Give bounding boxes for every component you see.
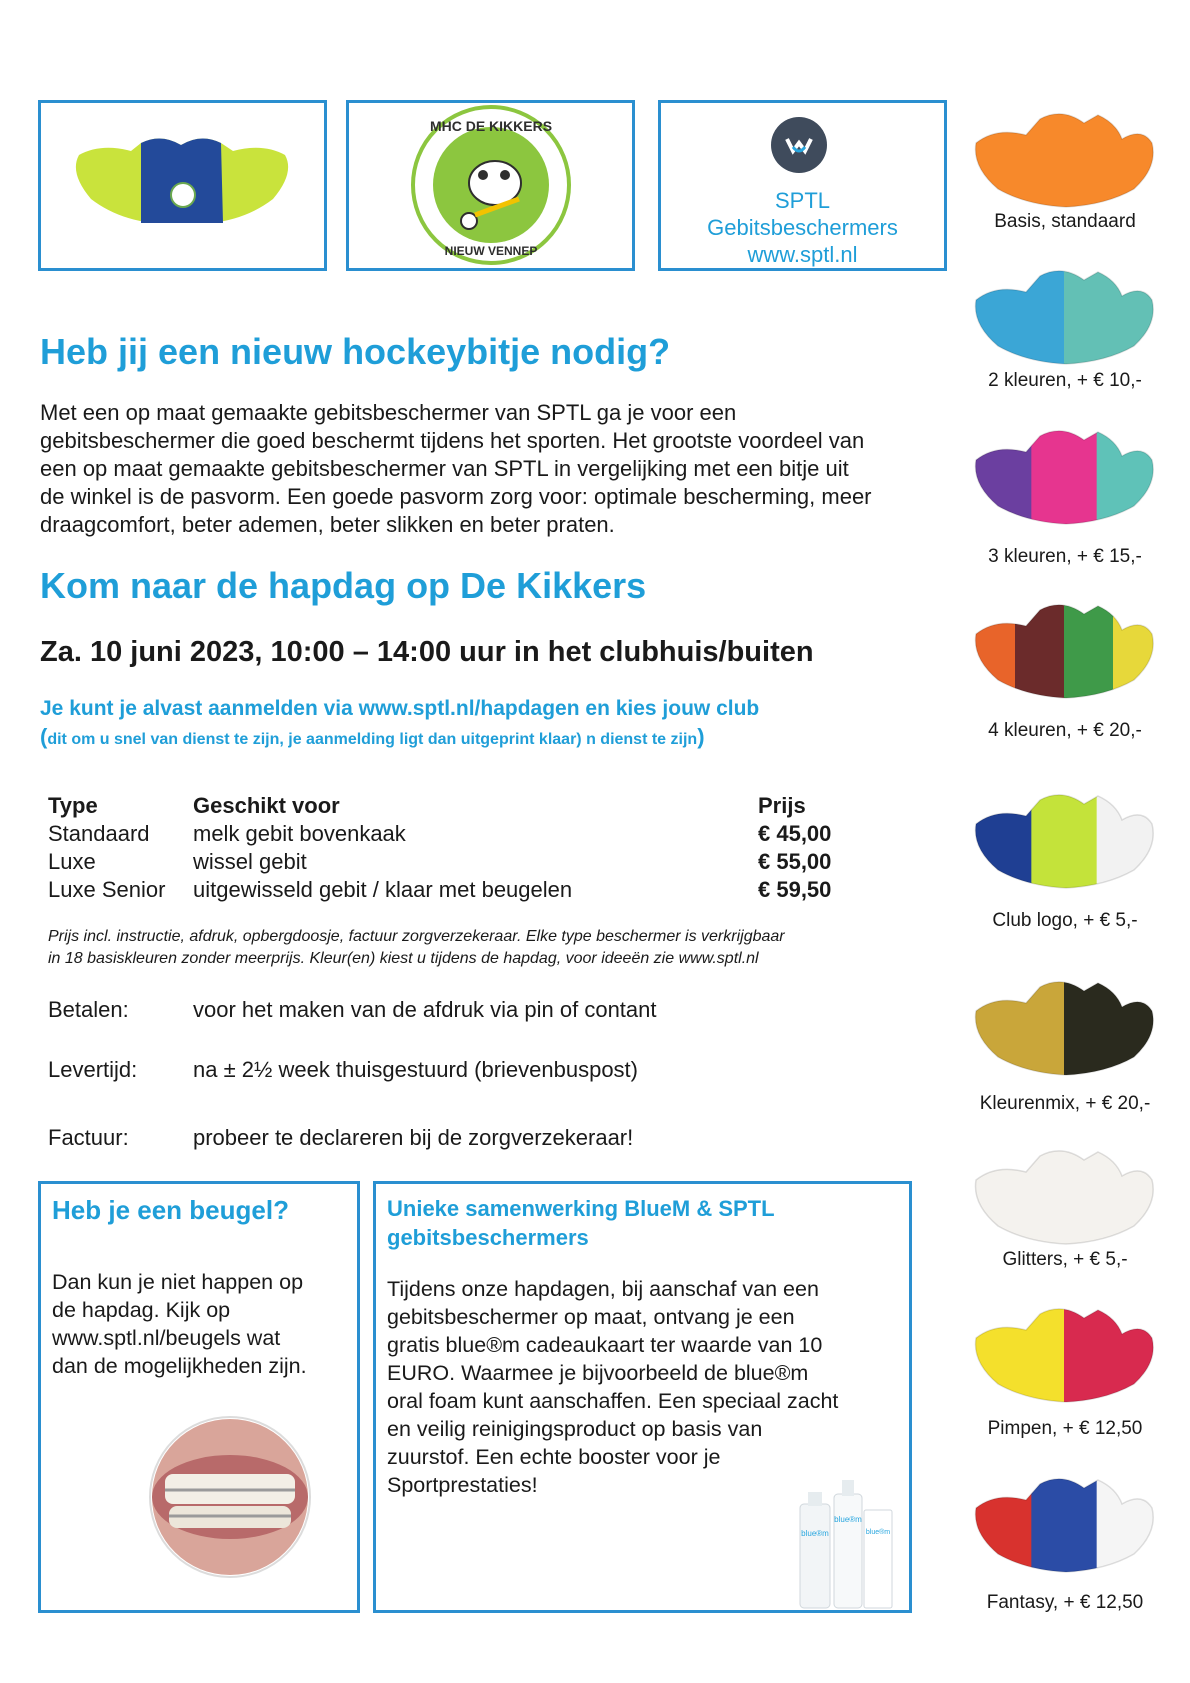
mouthguard-variant-image	[966, 1142, 1162, 1252]
row-type: Standaard	[48, 821, 150, 846]
hapdag-heading: Kom naar de hapdag op De Kikkers	[40, 565, 647, 606]
club-logo-top-text: MHC DE KIKKERS	[429, 118, 553, 134]
row-suitable: melk gebit bovenkaak	[193, 821, 406, 846]
row-suitable: uitgewisseld gebit / klaar met beugelen	[193, 877, 573, 902]
mouthguard-variant-image	[966, 262, 1162, 372]
payment-value: voor het maken van de afdruk via pin of contant	[193, 997, 657, 1022]
row-type: Luxe	[48, 849, 96, 874]
signup-note-open-paren: (	[40, 724, 48, 749]
bluem-title	[387, 1194, 775, 1252]
mouthguard-variant-label: Basis, standaard	[994, 211, 1136, 232]
invoice-value: probeer te declareren bij de zorgverzekeraar!	[193, 1125, 634, 1150]
bluem-line: gebitsbeschermer op maat, ontvang je een	[387, 1305, 795, 1329]
mouthguard-variant-label: Pimpen, + € 12,50	[987, 1418, 1143, 1439]
header-type: Type	[48, 793, 98, 818]
logo-box-mouthguard	[38, 100, 327, 271]
bluem-text	[387, 1275, 907, 1499]
bluem-line: gratis blue®m cadeaukaart ter waarde van 10	[387, 1333, 823, 1357]
signup-note-close-paren: )	[697, 724, 705, 749]
logo-box-sptl	[658, 100, 947, 271]
bluem-line: oral foam kunt aanschaffen. Een speciaal zacht	[387, 1389, 839, 1413]
intro-line: de winkel is de pasvorm. Een goede pasvorm zorg voor: optimale bescherming, meer	[40, 484, 872, 509]
delivery-label: Levertijd:	[48, 1057, 138, 1082]
table-row	[48, 820, 831, 848]
table-row	[48, 876, 831, 904]
row-price: € 59,50	[758, 877, 832, 902]
mouthguard-variant-image	[966, 1300, 1162, 1410]
mouthguard-variant-label: Club logo, + € 5,-	[992, 910, 1138, 931]
intro-line: Met een op maat gemaakte gebitsbeschermer van SPTL ga je voor een	[40, 400, 737, 425]
bluem-line: Tijdens onze hapdagen, bij aanschaf van een	[387, 1277, 819, 1301]
signup-note-text: dit om u snel van dienst te zijn, je aanmelding ligt dan uitgeprint klaar) n dienst te zijn	[47, 731, 698, 748]
bluem-line: zuurstof. Een echte booster voor je	[387, 1445, 721, 1469]
bluem-line: Sportprestaties!	[387, 1473, 538, 1497]
beugel-box	[38, 1181, 360, 1613]
signup-line[interactable]: Je kunt je alvast aanmelden via www.sptl.nl/hapdagen en kies jouw club	[40, 697, 760, 720]
mouthguard-variant-image	[966, 422, 1162, 532]
beugel-line[interactable]: www.sptl.nl/beugels wat	[52, 1326, 281, 1350]
product-brand-right: blue®m	[865, 1529, 891, 1536]
header-suitable: Geschikt voor	[193, 793, 340, 818]
header-price: Prijs	[758, 793, 806, 818]
bluem-products-image	[796, 1474, 896, 1610]
mouthguard-variant-image	[966, 786, 1162, 896]
sptl-subtitle: Gebitsbeschermers	[707, 215, 898, 240]
price-note-line: in 18 basiskleuren zonder meerprijs. Kleur(en) kiest u tijdens de hapdag, voor ideeën zie www.sptl.nl	[48, 950, 759, 967]
club-logo-bottom-text: NIEUW VENNEP	[444, 244, 538, 258]
beugel-line: dan de mogelijkheden zijn.	[52, 1354, 307, 1378]
beugel-line: Dan kun je niet happen op	[52, 1270, 304, 1294]
mouthguard-variant-image	[966, 596, 1162, 706]
mouthguard-variant-image	[966, 1470, 1162, 1580]
intro-line: draagcomfort, beter ademen, beter slikken en beter praten.	[40, 512, 615, 537]
beugel-title: Heb je een beugel?	[52, 1195, 289, 1225]
mouthguard-variant-label: Glitters, + € 5,-	[1002, 1249, 1128, 1270]
sptl-brand: SPTL	[774, 188, 831, 213]
mouthguard-variant-image	[966, 105, 1162, 215]
payment-label: Betalen:	[48, 997, 129, 1022]
page-headline: Heb jij een nieuw hockeybitje nodig?	[40, 331, 671, 372]
mouthguard-variant-label: 2 kleuren, + € 10,-	[988, 370, 1142, 391]
bluem-box	[373, 1181, 912, 1613]
delivery-value: na ± 2½ week thuisgestuurd (brievenbuspost)	[193, 1057, 638, 1082]
row-type: Luxe Senior	[48, 877, 166, 902]
mouthguard-variant-label: Kleurenmix, + € 20,-	[979, 1093, 1151, 1114]
intro-line: gebitsbeschermer die goed beschermt tijdens het sporten. Het grootste voordeel van	[40, 428, 865, 453]
product-brand-left: blue®m	[801, 1529, 829, 1538]
row-price: € 45,00	[758, 821, 832, 846]
beugel-line: de hapdag. Kijk op	[52, 1298, 231, 1322]
mouthguard-club-image	[41, 103, 324, 268]
club-logo	[349, 103, 632, 268]
mouthguard-variant-image	[966, 973, 1162, 1083]
price-table-header	[48, 792, 831, 820]
beugel-text	[52, 1268, 352, 1380]
signup-note	[40, 724, 705, 750]
table-row	[48, 848, 831, 876]
sptl-website[interactable]: www.sptl.nl	[747, 242, 858, 267]
mouthguard-variant-label: 4 kleuren, + € 20,-	[988, 720, 1142, 741]
mouthguard-variant-label: Fantasy, + € 12,50	[986, 1592, 1144, 1613]
row-price: € 55,00	[758, 849, 832, 874]
intro-line: een op maat gemaakte gebitsbeschermer van SPTL in vergelijking met een bitje uit	[40, 456, 849, 481]
event-datetime: Za. 10 juni 2023, 10:00 – 14:00 uur in het clubhuis/buiten	[40, 636, 814, 668]
bluem-line: EURO. Waarmee je bijvoorbeeld de blue®m	[387, 1361, 809, 1385]
bluem-line: en veilig reinigingsproduct op basis van	[387, 1417, 763, 1441]
row-suitable: wissel gebit	[193, 849, 307, 874]
price-table	[48, 792, 831, 904]
braces-photo	[147, 1414, 313, 1580]
price-note-line: Prijs incl. instructie, afdruk, opbergdoosje, factuur zorgverzekeraar. Elke type beschermer is verkrijgbaar	[48, 928, 785, 945]
bluem-title-line: gebitsbeschermers	[387, 1225, 589, 1250]
sptl-logo-icon	[771, 117, 827, 173]
bluem-title-line: Unieke samenwerking BlueM & SPTL	[387, 1196, 775, 1221]
product-brand-middle: blue®m	[834, 1515, 862, 1524]
mouthguard-variant-label: 3 kleuren, + € 15,-	[988, 546, 1142, 567]
invoice-label: Factuur:	[48, 1125, 129, 1150]
intro-paragraph	[40, 399, 960, 539]
price-note	[48, 926, 785, 970]
logo-box-club	[346, 100, 635, 271]
